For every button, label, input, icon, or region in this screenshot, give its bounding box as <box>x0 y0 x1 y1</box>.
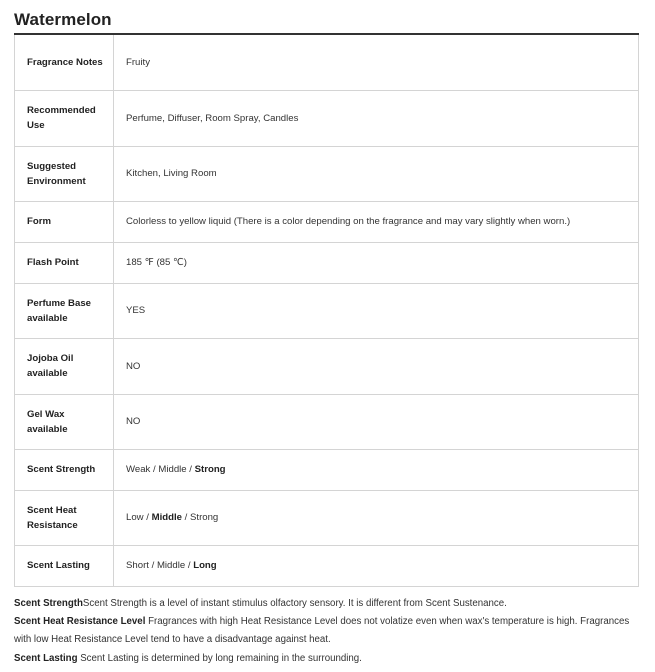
level-option: Strong <box>194 464 226 475</box>
row-label-scent-heat-resistance: Scent Heat Resistance <box>15 490 114 545</box>
level-option: Middle <box>156 560 186 571</box>
row-value-flash-point: 185 ℉ (85 ℃) <box>114 242 639 283</box>
row-value-recommended-use: Perfume, Diffuser, Room Spray, Candles <box>114 90 639 146</box>
table-row <box>15 338 639 394</box>
table-row <box>15 449 639 490</box>
table-row <box>15 490 639 545</box>
row-label-recommended-use: Recommended Use <box>15 90 114 146</box>
level-option: Middle <box>158 464 187 475</box>
footnotes <box>14 595 644 668</box>
row-value-scent-lasting: Short / Middle / Long <box>114 545 639 586</box>
row-value-fragrance-notes: Fruity <box>114 34 639 90</box>
row-value-scent-strength: Weak / Middle / Strong <box>114 449 639 490</box>
row-label-form: Form <box>15 201 114 242</box>
level-option: Short <box>126 560 149 571</box>
footnote-scent-lasting <box>14 650 644 668</box>
row-label-jojoba-oil: Jojoba Oil available <box>15 338 114 394</box>
level-option: Low <box>126 512 144 523</box>
row-value-gel-wax: NO <box>114 394 639 449</box>
table-row <box>15 242 639 283</box>
row-label-scent-strength: Scent Strength <box>15 449 114 490</box>
row-label-fragrance-notes: Fragrance Notes <box>15 34 114 90</box>
footnote-heat-resistance <box>14 613 644 649</box>
table-row <box>15 394 639 449</box>
footnote-text: Fragrances with high Heat Resistance Level does not volatize even when wax's temperature is high. Fragrances with low Heat Resistance Level tend to have a disadvantage against heat. <box>14 616 630 646</box>
table-row <box>15 146 639 201</box>
row-value-form: Colorless to yellow liquid (There is a color depending on the fragrance and may vary slightly when worn.) <box>114 201 639 242</box>
table-row <box>15 283 639 338</box>
footnote-text: Scent Strength is a level of instant stimulus olfactory sensory. It is different from Scent Sustenance. <box>82 598 507 609</box>
table-row <box>15 90 639 146</box>
table-row <box>15 545 639 586</box>
row-value-jojoba-oil: NO <box>114 338 639 394</box>
footnote-scent-strength <box>14 595 644 613</box>
footnote-term: Scent Heat Resistance Level <box>14 616 146 628</box>
row-value-scent-heat-resistance: Low / Middle / Strong <box>114 490 639 545</box>
level-option: Long <box>193 560 217 571</box>
footnote-term: Scent Strength <box>14 598 83 609</box>
row-value-suggested-environment: Kitchen, Living Room <box>114 146 639 201</box>
row-label-flash-point: Flash Point <box>15 242 114 283</box>
row-value-perfume-base: YES <box>114 283 639 338</box>
spec-table <box>14 33 639 587</box>
level-option: Middle <box>151 512 182 523</box>
level-option: Weak <box>126 464 151 475</box>
table-row <box>15 201 639 242</box>
table-row <box>15 34 639 90</box>
level-option: Strong <box>190 512 219 523</box>
row-label-gel-wax: Gel Wax available <box>15 394 114 449</box>
product-title: Watermelon <box>14 10 112 29</box>
footnote-term: Scent Lasting <box>14 652 78 664</box>
row-label-perfume-base: Perfume Base available <box>15 283 114 338</box>
row-label-scent-lasting: Scent Lasting <box>15 545 114 586</box>
row-label-suggested-environment: Suggested Environment <box>15 146 114 201</box>
footnote-text: Scent Lasting is determined by long remaining in the surrounding. <box>77 652 362 664</box>
